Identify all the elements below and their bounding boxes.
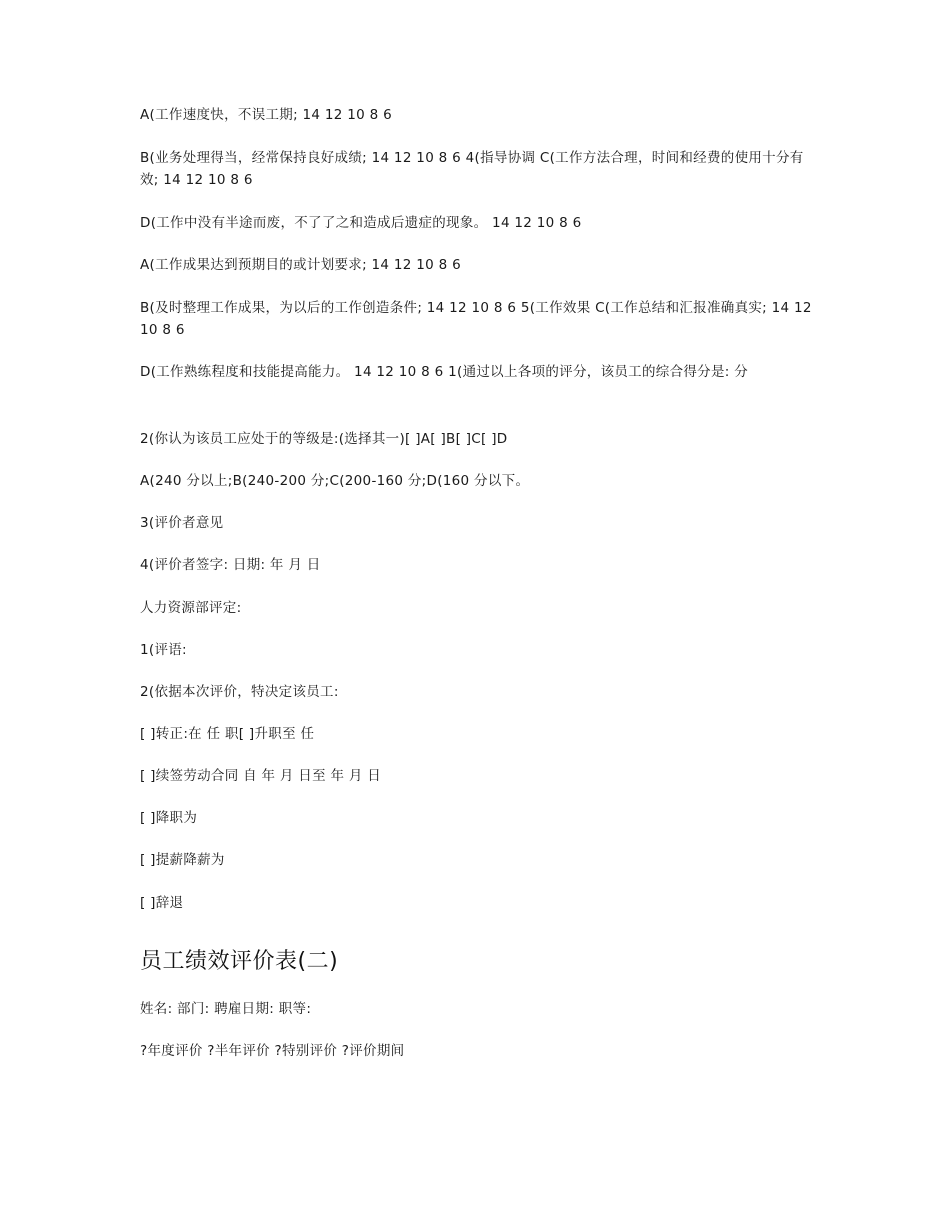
paragraph-6: D(工作熟练程度和技能提高能力。 14 12 10 8 6 1(通过以上各项的评分，该员工的综合得分是: 分 bbox=[140, 364, 749, 380]
paragraph-11: 人力资源部评定: bbox=[140, 600, 242, 616]
paragraph-20: ?年度评价 ?半年评价 ?特别评价 ?评价期间 bbox=[140, 1043, 405, 1059]
paragraph-15: [ ]续签劳动合同 自 年 月 日至 年 月 日 bbox=[140, 768, 382, 784]
paragraph-1: A(工作速度快，不误工期; 14 12 10 8 6 bbox=[140, 107, 393, 123]
paragraph-17: [ ]提薪降薪为 bbox=[140, 852, 225, 868]
paragraph-13: 2(依据本次评价，特决定该员工: bbox=[140, 684, 339, 700]
paragraph-3: D(工作中没有半途而废，不了了之和造成后遗症的现象。 14 12 10 8 6 bbox=[140, 215, 582, 231]
paragraph-19: 姓名: 部门: 聘雇日期: 职等: bbox=[140, 1001, 312, 1017]
paragraph-10: 4(评价者签字: 日期: 年 月 日 bbox=[140, 557, 321, 573]
paragraph-9: 3(评价者意见 bbox=[140, 515, 224, 531]
paragraph-16: [ ]降职为 bbox=[140, 810, 198, 826]
paragraph-5: B(及时整理工作成果，为以后的工作创造条件; 14 12 10 8 6 5(工作效果 C(工作总结和汇报准确真实; 14 12 10 8 6 bbox=[140, 300, 812, 338]
paragraph-4: A(工作成果达到预期目的或计划要求; 14 12 10 8 6 bbox=[140, 257, 462, 273]
paragraph-2: B(业务处理得当，经常保持良好成绩; 14 12 10 8 6 4(指导协调 C(工作方法合理，时间和经费的使用十分有效; 14 12 10 8 6 bbox=[140, 150, 804, 188]
paragraph-7: 2(你认为该员工应处于的等级是:(选择其一)[ ]A[ ]B[ ]C[ ]D bbox=[140, 431, 508, 447]
section-heading: 员工绩效评价表(二) bbox=[140, 949, 339, 974]
paragraph-12: 1(评语: bbox=[140, 642, 187, 658]
paragraph-8: A(240 分以上;B(240-200 分;C(200-160 分;D(160 分以下。 bbox=[140, 473, 530, 489]
paragraph-14: [ ]转正:在 任 职[ ]升职至 任 bbox=[140, 726, 315, 742]
paragraph-18: [ ]辞退 bbox=[140, 895, 184, 911]
